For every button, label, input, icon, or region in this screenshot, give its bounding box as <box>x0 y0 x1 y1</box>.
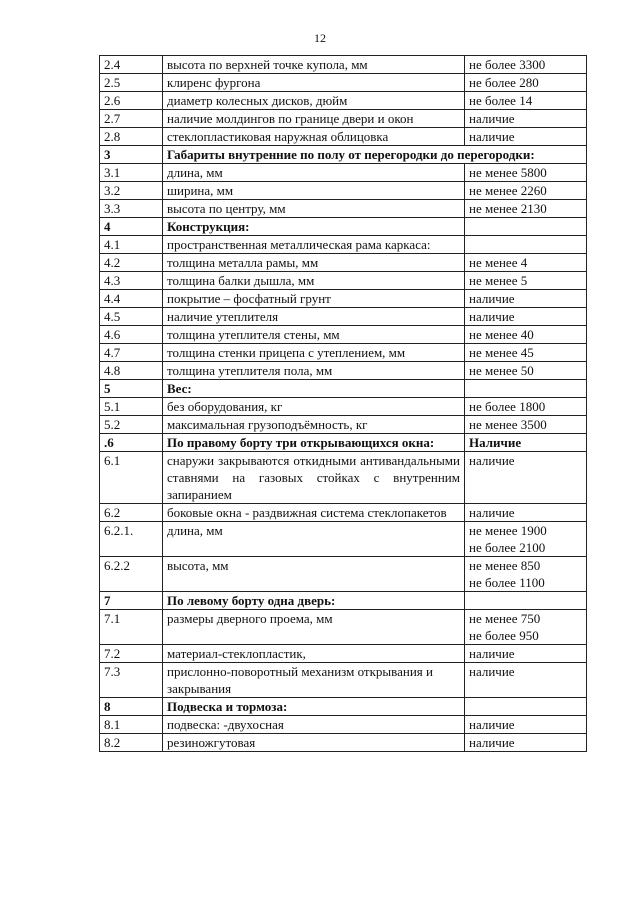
row-number: 2.7 <box>100 110 163 128</box>
row-value: наличие <box>465 716 587 734</box>
row-value: не более 1800 <box>465 398 587 416</box>
section-header-row <box>100 218 587 236</box>
row-number: 8.2 <box>100 734 163 752</box>
row-number: 6.2.1. <box>100 522 163 557</box>
table-row <box>100 645 587 663</box>
table-row <box>100 557 587 592</box>
section-header-row <box>100 592 587 610</box>
section-title: По левому борту одна дверь: <box>163 592 465 610</box>
row-value <box>465 236 587 254</box>
spec-table <box>99 55 587 752</box>
row-value: Наличие <box>465 434 587 452</box>
row-description: толщина балки дышла, мм <box>163 272 465 290</box>
table-row <box>100 74 587 92</box>
row-value: не менее 5 <box>465 272 587 290</box>
section-number: 3 <box>100 146 163 164</box>
table-row <box>100 128 587 146</box>
section-number: 7 <box>100 592 163 610</box>
row-value-range <box>465 557 587 592</box>
row-description: наличие утеплителя <box>163 308 465 326</box>
row-number: 4.7 <box>100 344 163 362</box>
row-description: снаружи закрываются откидными антивандальными ставнями на газовых стойках с внутренним запиранием <box>163 452 465 504</box>
row-description: покрытие – фосфатный грунт <box>163 290 465 308</box>
table-row <box>100 416 587 434</box>
row-value: наличие <box>465 734 587 752</box>
section-number: 5 <box>100 380 163 398</box>
row-description: толщина стенки прицепа с утеплением, мм <box>163 344 465 362</box>
row-value: наличие <box>465 663 587 698</box>
row-description: длина, мм <box>163 164 465 182</box>
row-number: 5.1 <box>100 398 163 416</box>
row-description: боковые окна - раздвижная система стеклопакетов <box>163 504 465 522</box>
row-value: наличие <box>465 308 587 326</box>
row-description: материал-стеклопластик, <box>163 645 465 663</box>
section-number: 4 <box>100 218 163 236</box>
row-description: высота по верхней точке купола, мм <box>163 56 465 74</box>
row-description: подвеска: -двухосная <box>163 716 465 734</box>
row-value: не менее 2130 <box>465 200 587 218</box>
row-number: 3.2 <box>100 182 163 200</box>
row-value <box>465 380 587 398</box>
row-description: длина, мм <box>163 522 465 557</box>
value-max: не более 1100 <box>469 575 545 590</box>
table-row <box>100 326 587 344</box>
row-value: не менее 45 <box>465 344 587 362</box>
section-title: Габариты внутренние по полу от перегородки до перегородки: <box>163 146 587 164</box>
row-description: резиножгутовая <box>163 734 465 752</box>
row-value: не более 280 <box>465 74 587 92</box>
row-description: высота по центру, мм <box>163 200 465 218</box>
section-header-row <box>100 146 587 164</box>
table-row <box>100 663 587 698</box>
row-value: не менее 4 <box>465 254 587 272</box>
row-description: без оборудования, кг <box>163 398 465 416</box>
value-min: не менее 1900 <box>469 523 547 538</box>
row-description: размеры дверного проема, мм <box>163 610 465 645</box>
row-description: высота, мм <box>163 557 465 592</box>
row-value <box>465 218 587 236</box>
row-value: наличие <box>465 290 587 308</box>
row-value-range <box>465 522 587 557</box>
row-number: 7.1 <box>100 610 163 645</box>
row-number: 2.8 <box>100 128 163 146</box>
row-value: не более 3300 <box>465 56 587 74</box>
table-row <box>100 92 587 110</box>
page-number: 12 <box>314 31 326 45</box>
value-max: не более 950 <box>469 628 539 643</box>
row-number: 4.6 <box>100 326 163 344</box>
value-min: не менее 850 <box>469 558 541 573</box>
section-header-row <box>100 434 587 452</box>
row-number: 4.8 <box>100 362 163 380</box>
row-value: не менее 2260 <box>465 182 587 200</box>
row-value: не менее 5800 <box>465 164 587 182</box>
row-value: не менее 3500 <box>465 416 587 434</box>
row-value <box>465 592 587 610</box>
table-row <box>100 452 587 504</box>
table-row <box>100 362 587 380</box>
row-value: наличие <box>465 504 587 522</box>
row-value: наличие <box>465 110 587 128</box>
table-row <box>100 110 587 128</box>
value-max: не более 2100 <box>469 540 546 555</box>
row-value: наличие <box>465 452 587 504</box>
row-value: наличие <box>465 128 587 146</box>
table-row <box>100 236 587 254</box>
row-value: не менее 40 <box>465 326 587 344</box>
row-number: 6.2.2 <box>100 557 163 592</box>
table-row <box>100 610 587 645</box>
section-header-row <box>100 698 587 716</box>
row-number: 7.2 <box>100 645 163 663</box>
section-title: Подвеска и тормоза: <box>163 698 465 716</box>
row-value-range <box>465 610 587 645</box>
row-number: 3.1 <box>100 164 163 182</box>
section-title: По правому борту три открывающихся окна: <box>163 434 465 452</box>
row-number: 6.2 <box>100 504 163 522</box>
table-row <box>100 290 587 308</box>
row-value: не более 14 <box>465 92 587 110</box>
table-row <box>100 254 587 272</box>
row-value <box>465 698 587 716</box>
section-number: 8 <box>100 698 163 716</box>
row-number: 4.4 <box>100 290 163 308</box>
row-description: стеклопластиковая наружная облицовка <box>163 128 465 146</box>
table-row <box>100 344 587 362</box>
table-row <box>100 182 587 200</box>
table-row <box>100 164 587 182</box>
row-value: не менее 50 <box>465 362 587 380</box>
value-min: не менее 750 <box>469 611 541 626</box>
row-description: толщина металла рамы, мм <box>163 254 465 272</box>
row-description: клиренс фургона <box>163 74 465 92</box>
table-row <box>100 398 587 416</box>
row-description: максимальная грузоподъёмность, кг <box>163 416 465 434</box>
table-row <box>100 734 587 752</box>
table-row <box>100 200 587 218</box>
section-number: .6 <box>100 434 163 452</box>
row-description: ширина, мм <box>163 182 465 200</box>
row-number: 4.2 <box>100 254 163 272</box>
row-number: 4.5 <box>100 308 163 326</box>
row-value: наличие <box>465 645 587 663</box>
table-row <box>100 504 587 522</box>
section-title: Вес: <box>163 380 465 398</box>
row-description: толщина утеплителя стены, мм <box>163 326 465 344</box>
row-number: 8.1 <box>100 716 163 734</box>
row-number: 4.3 <box>100 272 163 290</box>
row-number: 6.1 <box>100 452 163 504</box>
row-description: толщина утеплителя пола, мм <box>163 362 465 380</box>
row-description: диаметр колесных дисков, дюйм <box>163 92 465 110</box>
row-number: 5.2 <box>100 416 163 434</box>
row-description: наличие молдингов по границе двери и окон <box>163 110 465 128</box>
table-row <box>100 272 587 290</box>
section-header-row <box>100 380 587 398</box>
row-number: 2.4 <box>100 56 163 74</box>
row-description: пространственная металлическая рама каркаса: <box>163 236 465 254</box>
row-number: 3.3 <box>100 200 163 218</box>
row-number: 2.5 <box>100 74 163 92</box>
table-row <box>100 522 587 557</box>
row-number: 2.6 <box>100 92 163 110</box>
table-row <box>100 308 587 326</box>
table-row <box>100 716 587 734</box>
row-number: 7.3 <box>100 663 163 698</box>
table-row <box>100 56 587 74</box>
row-description: прислонно-поворотный механизм открывания и закрывания <box>163 663 465 698</box>
row-number: 4.1 <box>100 236 163 254</box>
section-title: Конструкция: <box>163 218 465 236</box>
